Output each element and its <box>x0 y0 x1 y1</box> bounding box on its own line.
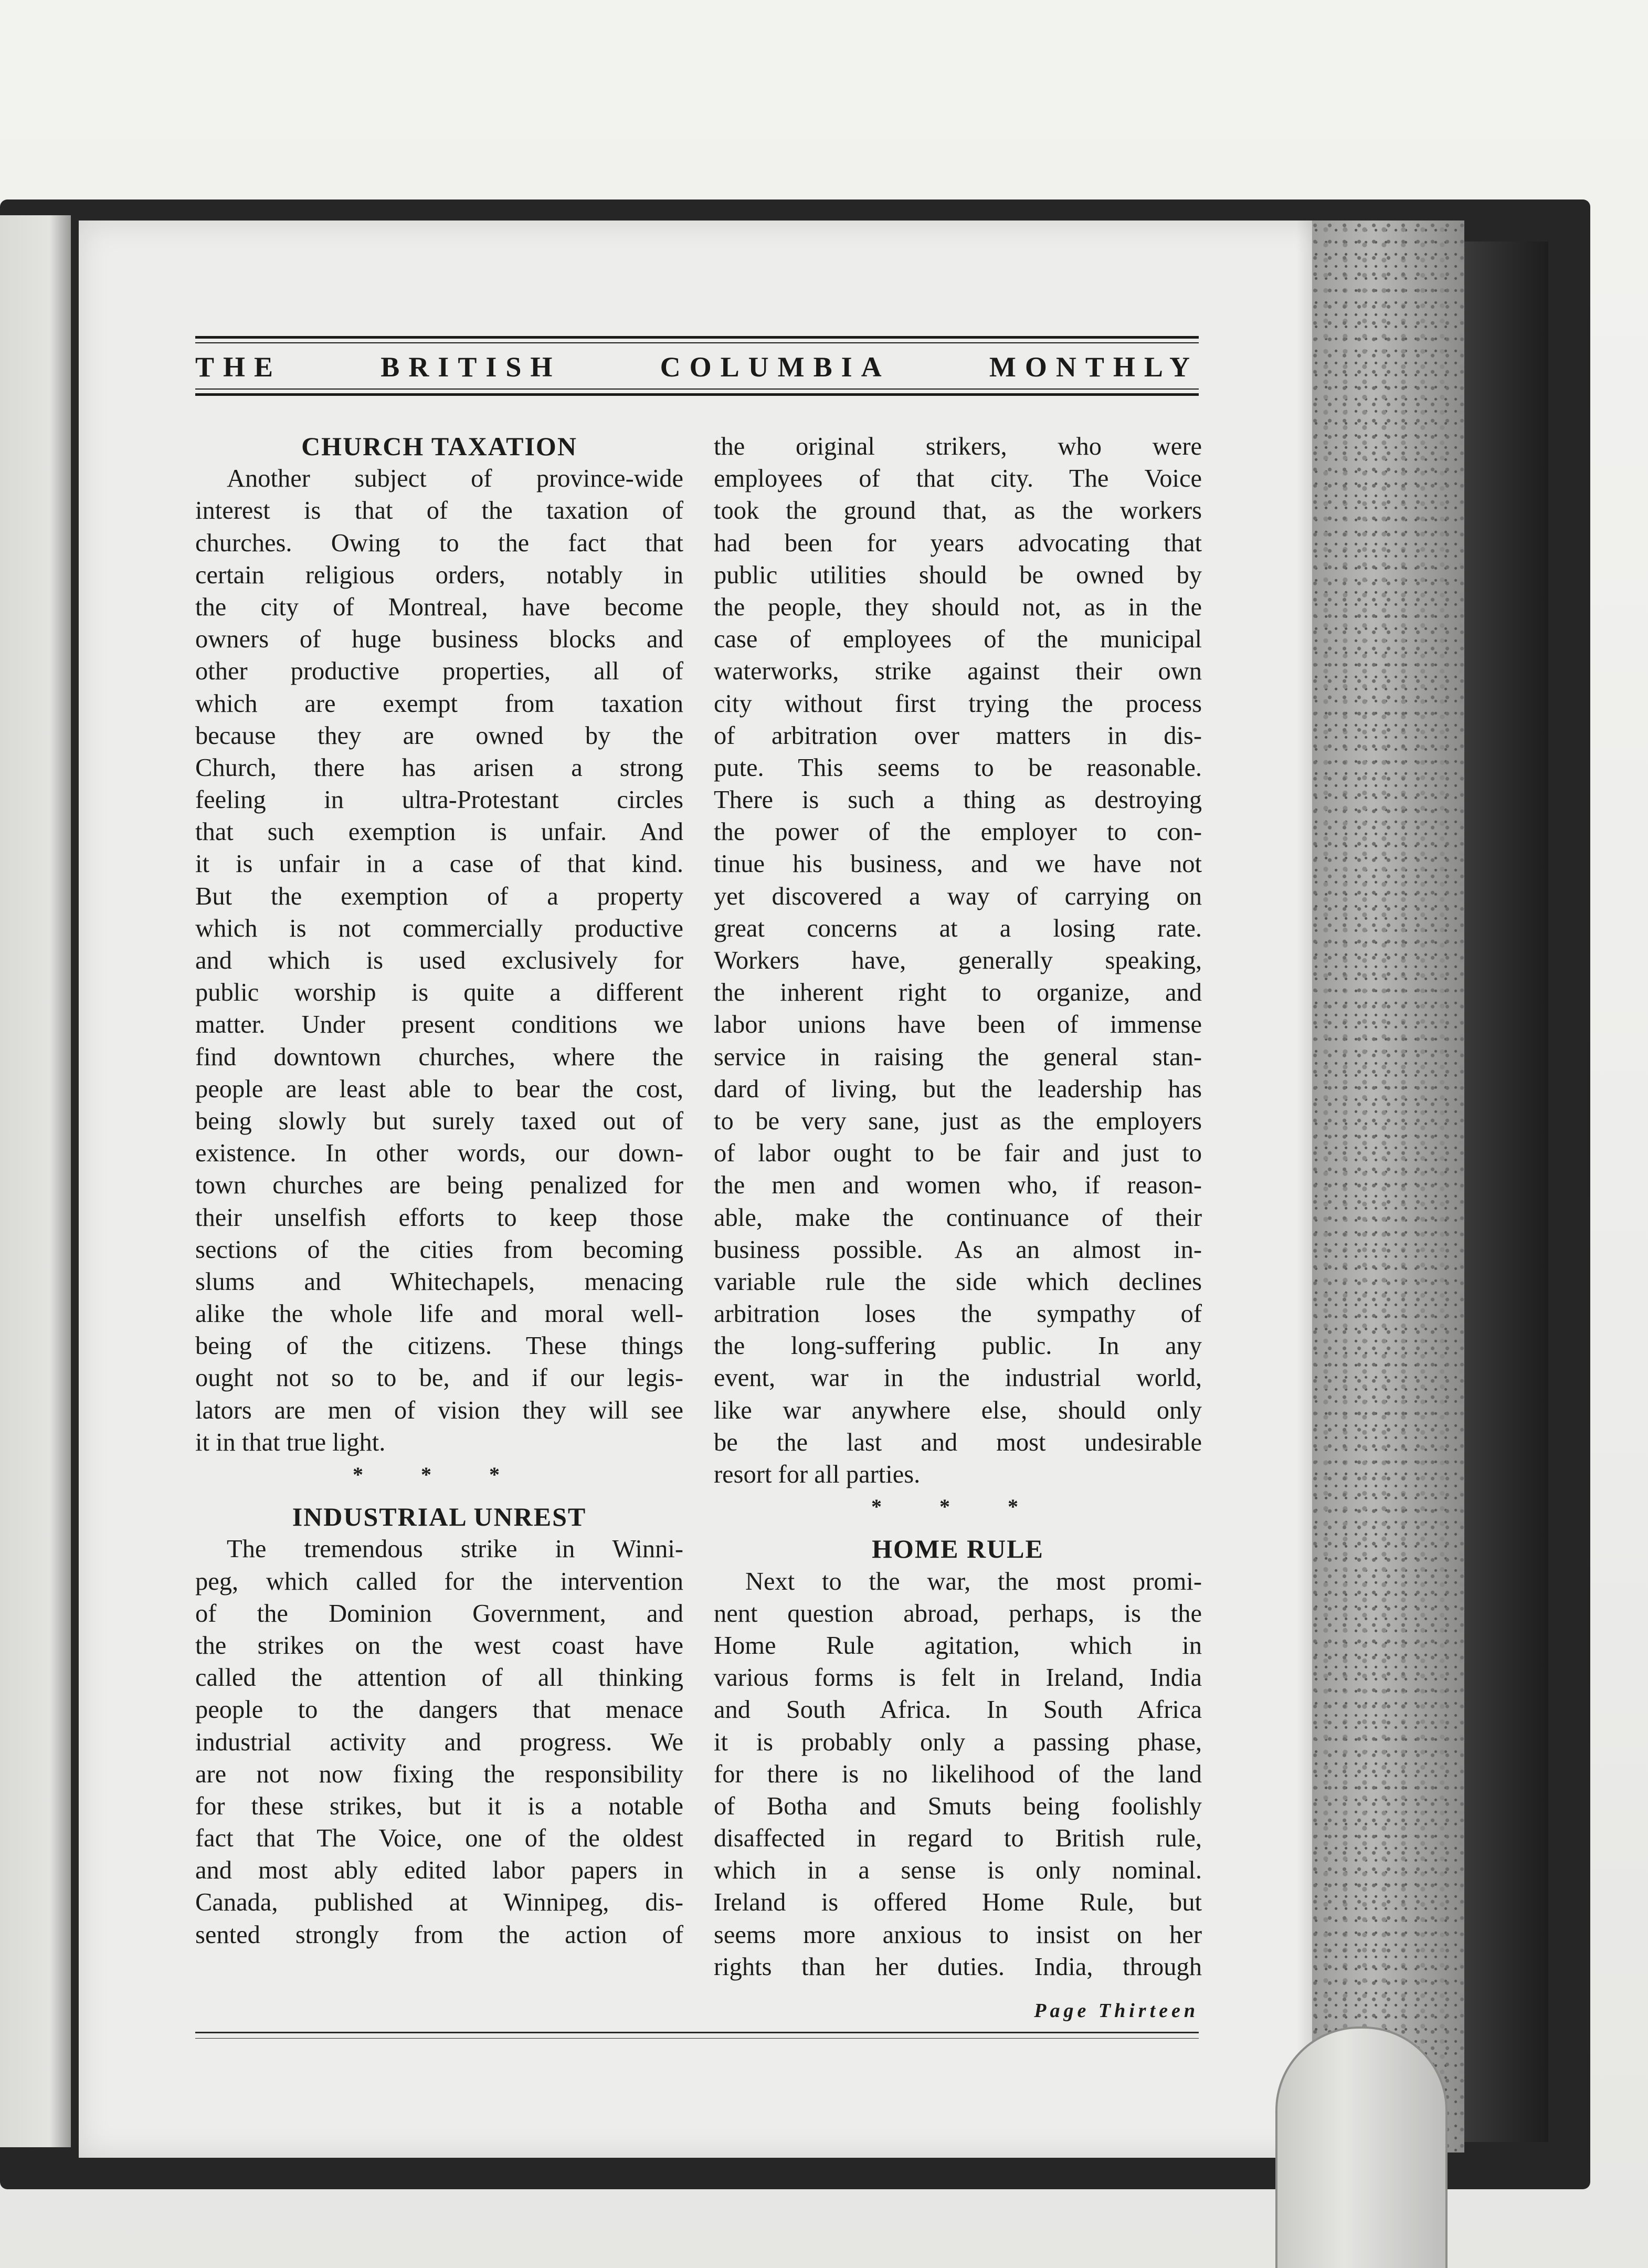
text-line: resort for all parties. <box>714 1461 921 1488</box>
text-line: matter. Under present conditions we <box>195 1011 683 1039</box>
left-column <box>195 430 683 1951</box>
text-line: pute. This seems to be reasonable. <box>714 753 1202 782</box>
text-line: for these strikes, but it is a notable <box>195 1792 683 1820</box>
text-line: of labor ought to be fair and just to <box>714 1139 1202 1168</box>
text-line: that such exemption is unfair. And <box>195 818 683 846</box>
text-line: But the exemption of a property <box>195 882 683 910</box>
text-line: interest is that of the taxation of <box>195 497 683 525</box>
text-line: owners of huge business blocks and <box>195 625 683 654</box>
text-line: able, make the continuance of their <box>714 1203 1202 1232</box>
text-line: ought not so to be, and if our legis- <box>195 1364 683 1392</box>
text-line: their unselfish efforts to keep those <box>195 1203 683 1232</box>
text-line: Next to the war, the most promi- <box>745 1567 1202 1595</box>
text-line: and most ably edited labor papers in <box>195 1856 683 1885</box>
text-line: which are exempt from taxation <box>195 689 683 718</box>
text-line: of arbitration over matters in dis- <box>714 721 1202 750</box>
text-line: be the last and most undesirable <box>714 1428 1202 1456</box>
text-line: arbitration loses the sympathy of <box>714 1300 1202 1328</box>
masthead-word: BRITISH <box>381 351 562 383</box>
text-line: tinue his business, and we have not <box>714 850 1202 878</box>
text-line: variable rule the side which declines <box>714 1267 1202 1296</box>
text-line: Canada, published at Winnipeg, dis- <box>195 1888 683 1917</box>
page-edges-speckled <box>1312 220 1464 2152</box>
masthead-rule <box>195 336 1199 339</box>
section-separator: * * * <box>871 1495 1044 1519</box>
article-body-church-taxation <box>195 463 683 1458</box>
text-line: fact that The Voice, one of the oldest <box>195 1824 683 1853</box>
masthead <box>195 336 1199 396</box>
text-line: being slowly but surely taxed out of <box>195 1107 683 1135</box>
text-line: yet discovered a way of carrying on <box>714 882 1202 910</box>
text-line: industrial activity and progress. We <box>195 1728 683 1756</box>
text-line: Workers have, generally speaking, <box>714 947 1202 974</box>
text-line: Church, there has arisen a strong <box>195 753 683 782</box>
article-body-industrial-unrest <box>195 1533 683 1950</box>
text-line: Ireland is offered Home Rule, but <box>714 1888 1202 1917</box>
text-line: the strikes on the west coast have <box>195 1631 683 1660</box>
text-line: for there is no likelihood of the land <box>714 1760 1202 1788</box>
right-column <box>714 430 1202 1983</box>
text-line: took the ground that, as the workers <box>714 497 1202 525</box>
footer-rule <box>195 2038 1199 2039</box>
text-line: the long-suffering public. In any <box>714 1332 1202 1360</box>
article-heading-industrial-unrest: INDUSTRIAL UNREST <box>292 1502 587 1532</box>
text-line: rights than her duties. India, through <box>714 1952 1202 1981</box>
spacer <box>714 1522 1202 1533</box>
text-line: There is such a thing as destroying <box>714 786 1202 814</box>
text-line: called the attention of all thinking <box>195 1664 683 1692</box>
article-body-industrial-unrest-continued <box>714 430 1202 1490</box>
text-line: certain religious orders, notably in <box>195 561 683 589</box>
text-line: people are least able to bear the cost, <box>195 1075 683 1103</box>
text-line: nent question abroad, perhaps, is the <box>714 1599 1202 1628</box>
masthead-rule <box>195 388 1199 390</box>
article-body-home-rule <box>714 1566 1202 1983</box>
text-line: find downtown churches, where the <box>195 1043 683 1071</box>
text-line: it is probably only a passing phase, <box>714 1728 1202 1756</box>
text-line: the city of Montreal, have become <box>195 593 683 621</box>
text-line: service in raising the general stan- <box>714 1043 1202 1071</box>
text-line: Another subject of province-wide <box>227 465 683 493</box>
text-line: labor unions have been of immense <box>714 1011 1202 1039</box>
text-line: public worship is quite a different <box>195 979 683 1007</box>
text-line: existence. In other words, our down- <box>195 1139 683 1168</box>
text-line: waterworks, strike against their own <box>714 657 1202 686</box>
text-line: city without first trying the process <box>714 689 1202 718</box>
text-line: and South Africa. In South Africa <box>714 1696 1202 1724</box>
text-line: of the Dominion Government, and <box>195 1599 683 1628</box>
bookmark-tab <box>1275 2026 1448 2268</box>
article-heading-home-rule: HOME RULE <box>872 1534 1044 1564</box>
text-line: employees of that city. The Voice <box>714 465 1202 493</box>
text-line: business possible. As an almost in- <box>714 1235 1202 1264</box>
text-line: and which is used exclusively for <box>195 947 683 974</box>
text-line: people to the dangers that menace <box>195 1696 683 1724</box>
text-line: the original strikers, who were <box>714 433 1202 460</box>
text-line: seems more anxious to insist on her <box>714 1920 1202 1949</box>
text-line: town churches are being penalized for <box>195 1171 683 1200</box>
footer-rule <box>195 2032 1199 2033</box>
masthead-word: THE <box>195 351 282 383</box>
text-line: which in a sense is only nominal. <box>714 1856 1202 1885</box>
masthead-rule <box>195 393 1199 396</box>
text-line: the inherent right to organize, and <box>714 979 1202 1007</box>
text-line: Home Rule agitation, which in <box>714 1631 1202 1660</box>
text-line: sented strongly from the action of <box>195 1920 683 1949</box>
text-line: are not now fixing the responsibility <box>195 1760 683 1788</box>
text-line: the power of the employer to con- <box>714 818 1202 846</box>
masthead-word: COLUMBIA <box>660 351 891 383</box>
text-line: churches. Owing to the fact that <box>195 529 683 557</box>
spacer <box>195 1490 683 1501</box>
page-folio: Page Thirteen <box>1034 2000 1199 2022</box>
text-line: it in that true light. <box>195 1428 386 1456</box>
text-line: various forms is felt in Ireland, India <box>714 1664 1202 1692</box>
text-line: disaffected in regard to British rule, <box>714 1824 1202 1853</box>
book-cover-edge <box>1464 242 1548 2142</box>
text-line: had been for years advocating that <box>714 529 1202 557</box>
masthead-title <box>195 343 1199 388</box>
masthead-word: MONTHLY <box>989 351 1199 383</box>
left-page-edge <box>0 215 71 2147</box>
text-line: great concerns at a losing rate. <box>714 914 1202 942</box>
text-line: case of employees of the municipal <box>714 625 1202 654</box>
article-heading-church-taxation: CHURCH TAXATION <box>301 432 577 461</box>
text-line: lators are men of vision they will see <box>195 1396 683 1424</box>
text-line: of Botha and Smuts being foolishly <box>714 1792 1202 1820</box>
text-line: other productive properties, all of <box>195 657 683 686</box>
text-line: The tremendous strike in Winni- <box>227 1535 683 1563</box>
text-line: the people, they should not, as in the <box>714 593 1202 621</box>
text-line: because they are owned by the <box>195 721 683 750</box>
text-line: like war anywhere else, should only <box>714 1396 1202 1424</box>
text-line: peg, which called for the intervention <box>195 1567 683 1595</box>
text-line: sections of the cities from becoming <box>195 1235 683 1264</box>
section-separator: * * * <box>353 1463 526 1486</box>
text-line: dard of living, but the leadership has <box>714 1075 1202 1103</box>
text-line: the men and women who, if reason- <box>714 1171 1202 1200</box>
text-line: event, war in the industrial world, <box>714 1364 1202 1392</box>
text-line: alike the whole life and moral well- <box>195 1300 683 1328</box>
text-line: feeling in ultra-Protestant circles <box>195 786 683 814</box>
text-line: being of the citizens. These things <box>195 1332 683 1360</box>
text-line: to be very sane, just as the employers <box>714 1107 1202 1135</box>
text-line: which is not commercially productive <box>195 914 683 942</box>
text-line: it is unfair in a case of that kind. <box>195 850 683 878</box>
text-line: slums and Whitechapels, menacing <box>195 1267 683 1296</box>
text-line: public utilities should be owned by <box>714 561 1202 589</box>
